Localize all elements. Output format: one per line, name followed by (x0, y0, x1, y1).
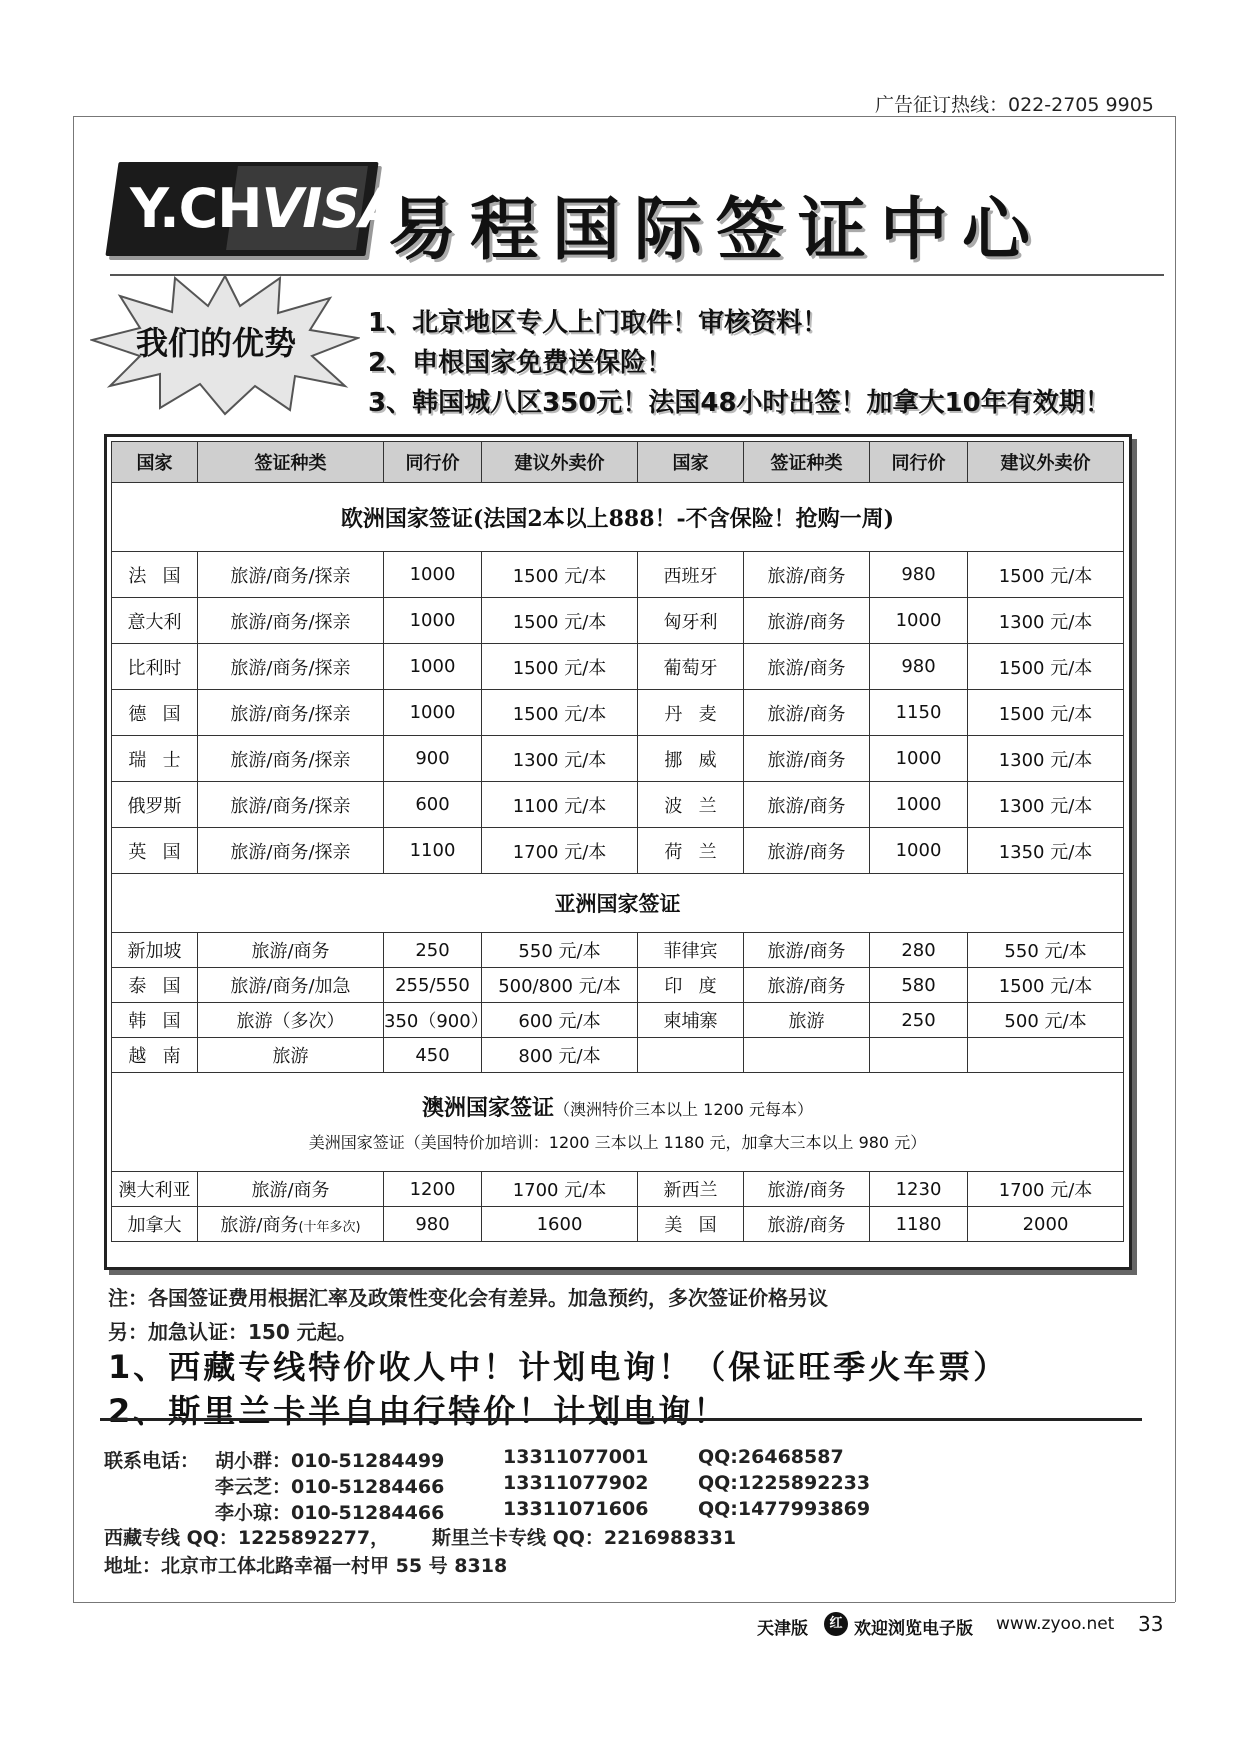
table-cell (482, 933, 638, 968)
table-cell (482, 1003, 638, 1038)
header-cell: 国家 (638, 442, 744, 483)
cell-text: 1000 (895, 840, 942, 861)
asia-title: 亚洲国家签证 (112, 874, 1124, 933)
table-cell (968, 552, 1124, 598)
cell-text: 越南 (128, 1046, 197, 1067)
table-cell (870, 933, 968, 968)
table-cell (384, 782, 482, 828)
table-cell (198, 933, 384, 968)
table-cell (638, 644, 744, 690)
cell-text: 980 (415, 1213, 450, 1235)
table-cell (870, 1172, 968, 1207)
europe-row (112, 690, 1124, 736)
cell-text: 旅游/商务 (767, 841, 846, 863)
table-cell (870, 1003, 968, 1038)
europe-row (112, 598, 1124, 644)
cell-text: 俄罗斯 (127, 795, 182, 817)
table-cell (870, 598, 968, 644)
table-cell (198, 690, 384, 736)
cell-text: 980 (901, 564, 936, 585)
table-cell (384, 598, 482, 644)
table-cell (482, 552, 638, 598)
table-cell (870, 690, 968, 736)
cell-text: 450 (415, 1044, 450, 1066)
advantage-1: 1、北京地区专人上门取件！审核资料！ (368, 308, 829, 338)
table-cell (482, 598, 638, 644)
table-cell (638, 933, 744, 968)
cell-text: 旅游/商务/探亲 (230, 657, 351, 679)
footer-welcome: 欢迎浏览电子版 (854, 1619, 973, 1639)
cell-text: 1000 (409, 656, 456, 677)
cell-text: 旅游/商务 (251, 1180, 330, 1201)
cell-text: 1500 元/本 (512, 611, 607, 633)
table-cell (638, 736, 744, 782)
advantage-3: 3、韩国城八区350元！法国48小时出签！加拿大10年有效期！ (368, 388, 1111, 418)
contact-label: 联系电话： (104, 1450, 200, 1472)
cell-text: 澳大利亚 (118, 1180, 191, 1201)
cell-text: 600 (415, 794, 450, 815)
table-cell (638, 552, 744, 598)
table-cell (482, 690, 638, 736)
cell-text: 1180 (895, 1213, 942, 1235)
table-cell (482, 736, 638, 782)
contact-mobile-1: 13311077001 (503, 1446, 649, 1468)
table-cell (198, 736, 384, 782)
table-cell (638, 690, 744, 736)
cell-text: 旅游 (272, 1046, 309, 1067)
cell-text: 旅游/商务 (767, 749, 846, 771)
page-frame-bottom (73, 1602, 1175, 1603)
cell-text: 瑞士 (128, 749, 197, 771)
table-cell (198, 782, 384, 828)
table-cell (384, 736, 482, 782)
cell-text: 280 (901, 939, 936, 961)
contact-person-3: 李小琼：010-51284466 (215, 1502, 445, 1524)
cell-text: 德国 (128, 703, 197, 725)
table-cell (482, 828, 638, 874)
cell-text: 印度 (664, 976, 733, 997)
cell-text: 旅游/商务 (767, 565, 846, 587)
cell-text: 600 元/本 (518, 1011, 601, 1032)
cell-text: 意大利 (127, 611, 182, 633)
cell-text: 255/550 (395, 974, 470, 996)
table-cell (870, 1038, 968, 1073)
cell-text: 1500 元/本 (998, 657, 1093, 679)
promo-2: 2、斯里兰卡半自由行特价！计划电询！ (108, 1392, 729, 1430)
table-cell (968, 644, 1124, 690)
header-cell: 签证种类 (744, 442, 870, 483)
advantages-label: 我们的优势 (136, 324, 297, 362)
cell-text: 英国 (128, 841, 197, 863)
cell-text: 旅游/商务 (767, 795, 846, 817)
cell-text: 旅游（多次） (236, 1011, 345, 1032)
table-cell (744, 736, 870, 782)
europe-row (112, 828, 1124, 874)
cell-text: 2000 (1022, 1213, 1069, 1235)
table-cell (112, 828, 198, 874)
footer-brand: 天津版 (757, 1619, 808, 1639)
cell-text: 旅游/商务 (767, 611, 846, 633)
table-cell (744, 782, 870, 828)
logo (130, 177, 400, 240)
table-cell (638, 968, 744, 1003)
header-cell: 同行价 (384, 442, 482, 483)
cell-text: 西班牙 (663, 565, 718, 587)
cell-text: 旅游/商务/探亲 (230, 841, 351, 863)
logo-part2: VISA (261, 177, 401, 240)
contact-mobile-2: 13311077902 (503, 1472, 649, 1494)
europe-row (112, 736, 1124, 782)
europe-title: 欧洲国家签证(法国2本以上888！-不含保险！抢购一周) (112, 483, 1124, 552)
table-cell (482, 1207, 638, 1242)
table-cell (384, 552, 482, 598)
table-cell (384, 933, 482, 968)
cell-text: 550 元/本 (518, 941, 601, 962)
asia-row (112, 933, 1124, 968)
table-header-row (112, 442, 1124, 483)
table-cell (482, 1038, 638, 1073)
table-cell (482, 782, 638, 828)
table-cell (482, 968, 638, 1003)
oceania-header-cell (112, 1073, 1124, 1172)
cell-text: 580 (901, 974, 936, 996)
oceania-row (112, 1172, 1124, 1207)
cell-text: 旅游/商务 (767, 1215, 846, 1236)
cell-text: 新西兰 (663, 1180, 718, 1201)
cell-text: 1100 (409, 840, 456, 861)
table-cell (744, 933, 870, 968)
header-cell: 建议外卖价 (482, 442, 638, 483)
table-cell (968, 1207, 1124, 1242)
table-cell (384, 1207, 482, 1242)
cell-text: 泰国 (128, 976, 197, 997)
cell-text: 1500 元/本 (512, 703, 607, 725)
table-cell (744, 1038, 870, 1073)
table-cell (968, 782, 1124, 828)
table-cell (638, 1172, 744, 1207)
table-cell (744, 644, 870, 690)
brand-name: 易程国际签证中心 (388, 190, 1045, 270)
cell-text: 荷兰 (664, 841, 733, 863)
table-cell (112, 552, 198, 598)
table-cell (112, 1172, 198, 1207)
cell-text: 250 (901, 1009, 936, 1031)
table-cell (198, 552, 384, 598)
oceania-title: 澳洲国家签证 (422, 1095, 555, 1121)
table-cell (638, 1038, 744, 1073)
contact-qq-2: QQ:1225892233 (698, 1472, 871, 1494)
cell-text: 1700 元/本 (512, 1180, 607, 1201)
table-cell (112, 644, 198, 690)
table-cell (968, 690, 1124, 736)
europe-row (112, 644, 1124, 690)
table-cell (744, 1003, 870, 1038)
table-cell (744, 1207, 870, 1242)
cell-text: 1100 元/本 (512, 795, 607, 817)
contact-mobile-3: 13311071606 (503, 1498, 649, 1520)
cell-text: 旅游/商务/探亲 (230, 795, 351, 817)
header-cell: 同行价 (870, 442, 968, 483)
table-cell (198, 598, 384, 644)
contact-qq-3: QQ:1477993869 (698, 1498, 871, 1520)
cell-text: 1300 元/本 (998, 795, 1093, 817)
table-cell (112, 968, 198, 1003)
cell-text: 1000 (409, 564, 456, 585)
cell-text: 旅游 (788, 1011, 825, 1032)
cell-text: 法国 (128, 565, 197, 587)
table-cell (198, 968, 384, 1003)
oceania-title-line (112, 1091, 1123, 1122)
cell-text: 比利时 (127, 657, 182, 679)
cell-text: 旅游/商务/探亲 (230, 703, 351, 725)
cell-text: 旅游/商务 (767, 1180, 846, 1201)
table-cell (198, 828, 384, 874)
table-cell (638, 782, 744, 828)
note-1: 注：各国签证费用根据汇率及政策性变化会有差异。加急预约，多次签证价格另议 (108, 1286, 828, 1310)
cell-text: 菲律宾 (663, 941, 718, 962)
table-cell (112, 782, 198, 828)
cell-text: 1000 (895, 610, 942, 631)
asia-row (112, 968, 1124, 1003)
asia-row (112, 1038, 1124, 1073)
table-cell (384, 1172, 482, 1207)
header-cell: 建议外卖价 (968, 442, 1124, 483)
header-cell: 国家 (112, 442, 198, 483)
cell-text: 800 元/本 (518, 1046, 601, 1067)
table-cell (744, 968, 870, 1003)
table-cell (482, 644, 638, 690)
table-cell (968, 736, 1124, 782)
contact-person-2: 李云芝：010-51284466 (215, 1476, 445, 1498)
oceania-rows (112, 1172, 1124, 1242)
table-cell (870, 1207, 968, 1242)
cell-text: 1500 元/本 (512, 565, 607, 587)
cell-text: 旅游/商务 (767, 703, 846, 725)
page-frame-right (1175, 116, 1176, 1602)
footer-logo-icon: 红 (824, 1612, 848, 1636)
canada-suffix: (十年多次) (298, 1220, 361, 1235)
table-cell (968, 1038, 1124, 1073)
asia-rows (112, 933, 1124, 1073)
cell-text: 1000 (895, 794, 942, 815)
table-cell (384, 1038, 482, 1073)
cell-text: 加拿大 (127, 1215, 182, 1236)
table-cell (384, 828, 482, 874)
cell-text: 匈牙利 (663, 611, 718, 633)
cell-text: 旅游/商务 (220, 1215, 299, 1236)
cell-text: 900 (415, 748, 450, 769)
asia-row (112, 1003, 1124, 1038)
cell-text: 波兰 (664, 795, 733, 817)
table-cell (198, 1172, 384, 1207)
cell-text: 柬埔寨 (663, 1011, 718, 1032)
tibet-qq: 西藏专线 QQ：1225892277， (104, 1527, 390, 1549)
page-number: 33 (1138, 1612, 1164, 1636)
cell-text: 挪威 (664, 749, 733, 771)
table-cell (198, 1207, 384, 1242)
ad-hotline: 广告征订热线：022-2705 9905 (875, 94, 1154, 116)
table-cell (870, 782, 968, 828)
table-cell (744, 1172, 870, 1207)
table-cell (112, 933, 198, 968)
table-cell (870, 968, 968, 1003)
table-cell (384, 1003, 489, 1038)
table-cell (744, 828, 870, 874)
page-frame-left (73, 116, 74, 1602)
cell-text: 旅游/商务/探亲 (230, 749, 351, 771)
cell-text: 1700 元/本 (512, 841, 607, 863)
america-line: 美洲国家签证（美国特价加培训：1200 三本以上 1180 元，加拿大三本以上 980 元） (308, 1133, 927, 1152)
table-cell (638, 1207, 744, 1242)
table-cell (198, 1038, 384, 1073)
europe-rows (112, 552, 1124, 874)
srilanka-qq: 斯里兰卡专线 QQ：2216988331 (432, 1527, 737, 1549)
cell-text: 韩国 (128, 1011, 197, 1032)
table-cell (968, 933, 1124, 968)
cell-text: 旅游/商务/探亲 (230, 611, 351, 633)
table-cell (198, 644, 384, 690)
table-cell (638, 1003, 744, 1038)
cell-text: 1000 (409, 610, 456, 631)
table-cell (870, 644, 968, 690)
table-cell (112, 1038, 198, 1073)
oceania-note: （澳洲特价三本以上 1200 元每本） (554, 1100, 813, 1119)
cell-text: 旅游/商务 (767, 941, 846, 962)
note-2: 另：加急认证：150 元起。 (108, 1320, 357, 1344)
logo-part1: Y.CH (130, 177, 262, 240)
table-cell (112, 1207, 198, 1242)
table-cell (870, 828, 968, 874)
cell-text: 1500 元/本 (998, 565, 1093, 587)
page-frame-top (73, 116, 1175, 117)
cell-text: 1300 元/本 (998, 611, 1093, 633)
table-cell (112, 1003, 198, 1038)
visa-price-table (111, 441, 1124, 1242)
cell-text: 1300 元/本 (998, 749, 1093, 771)
cell-text: 1200 (409, 1178, 456, 1200)
cell-text: 1000 (895, 748, 942, 769)
cell-text: 丹麦 (664, 703, 733, 725)
cell-text: 1600 (536, 1213, 583, 1235)
cell-text: 500/800 元/本 (498, 976, 621, 997)
table-cell (968, 1003, 1124, 1038)
cell-text: 葡萄牙 (663, 657, 718, 679)
cell-text: 旅游/商务 (767, 657, 846, 679)
europe-row (112, 552, 1124, 598)
table-cell (384, 968, 482, 1003)
table-cell (638, 828, 744, 874)
table-cell (870, 736, 968, 782)
cell-text: 旅游/商务 (767, 976, 846, 997)
contact-rule (100, 1418, 1142, 1421)
contact-person-1: 胡小群：010-51284499 (215, 1450, 445, 1472)
table-cell (744, 690, 870, 736)
advantage-2: 2、申根国家免费送保险！ (368, 348, 673, 378)
cell-text: 980 (901, 656, 936, 677)
table-cell (384, 644, 482, 690)
table-cell (968, 968, 1124, 1003)
table-cell (384, 690, 482, 736)
cell-text: 旅游/商务 (251, 941, 330, 962)
cell-text: 1150 (895, 702, 942, 723)
table-cell (112, 690, 198, 736)
visa-price-table-frame (104, 434, 1132, 1270)
cell-text: 1500 元/本 (998, 976, 1093, 997)
address: 地址：北京市工体北路幸福一村甲 55 号 8318 (104, 1555, 508, 1577)
table-cell (870, 552, 968, 598)
table-cell (968, 598, 1124, 644)
table-cell (112, 598, 198, 644)
oceania-row (112, 1207, 1124, 1242)
cell-text: 250 (415, 939, 450, 961)
header-cell: 签证种类 (198, 442, 384, 483)
cell-text: 旅游/商务/探亲 (230, 565, 351, 587)
oceania-section-row (112, 1073, 1124, 1172)
table-cell (968, 828, 1124, 874)
table-cell (198, 1003, 384, 1038)
contact-qq-1: QQ:26468587 (698, 1446, 844, 1468)
cell-text: 1700 元/本 (998, 1180, 1093, 1201)
table-cell (638, 598, 744, 644)
cell-text: 1350 元/本 (998, 841, 1093, 863)
table-cell (744, 598, 870, 644)
cell-text: 500 元/本 (1004, 1011, 1087, 1032)
cell-text: 美国 (664, 1215, 733, 1236)
cell-text: 1500 元/本 (998, 703, 1093, 725)
asia-section-row (112, 874, 1124, 933)
table-cell (968, 1172, 1124, 1207)
cell-text: 1230 (895, 1178, 942, 1200)
footer-url[interactable]: www.zyoo.net (996, 1614, 1115, 1634)
europe-row (112, 782, 1124, 828)
cell-text: 1300 元/本 (512, 749, 607, 771)
cell-text: 350（900） (384, 1011, 489, 1032)
cell-text: 1500 元/本 (512, 657, 607, 679)
cell-text: 新加坡 (127, 941, 182, 962)
cell-text: 1000 (409, 702, 456, 723)
promo-1: 1、西藏专线特价收人中！计划电询！（保证旺季火车票） (108, 1348, 1009, 1386)
europe-section-row (112, 483, 1124, 552)
table-cell (482, 1172, 638, 1207)
table-cell (744, 552, 870, 598)
cell-text: 旅游/商务/加急 (230, 976, 351, 997)
cell-text: 550 元/本 (1004, 941, 1087, 962)
table-cell (112, 736, 198, 782)
